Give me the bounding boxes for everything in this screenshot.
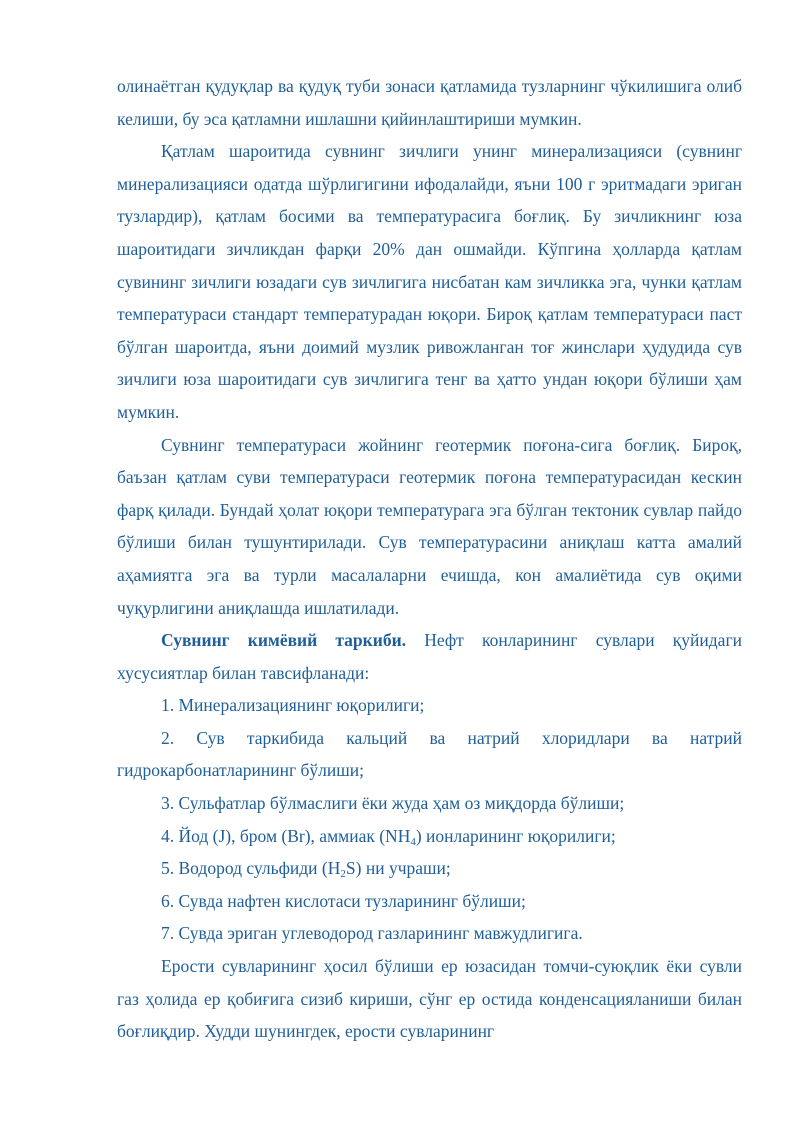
list-item-text: 4. Йод (J), бром (Br), аммиак (NH — [161, 825, 411, 846]
list-item-text: 5. Водород сульфиди (H — [161, 858, 341, 879]
subscript: 2 — [340, 868, 346, 881]
paragraph-water-density: Қатлам шароитида сувнинг зичлиги унинг минерализацияси (сувнинг минерализацияси одатда шўрлигигини ифодалайди, яъни 100 г эритмадаги эриган тузлардир), қатлам босими ва температурасига боғлиқ. Бу зичликнинг юза шароитидаги зичликдан фарқи 20% дан ошмайди. Кўпгина ҳолларда қатлам сувининг зичлиги юзадаги сув зичлигига нисбатан кам зичликка эга, чунки қатлам температураси стандарт температурадан юқори. Бироқ қатлам температураси паст бўлган шароитда, яъни доимий музлик ривожланган тоғ жинслари ҳудудида сув зичлиги юза шароитидаги сув зичлигига тенг ва ҳатто ундан юқори бўлиши ҳам мумкин. — [117, 141, 742, 422]
subscript: 4 — [410, 835, 416, 848]
paragraph-chemical-composition — [117, 624, 742, 689]
list-item — [117, 820, 742, 853]
paragraph-groundwater-origin: Ерости сувларининг ҳосил бўлиши ер юзасидан томчи-суюқлик ёки сувли газ ҳолида ер қобиғига сизиб кириши, сўнг ер остида конденсацияланиши билан боғлиқдир. Худди шунингдек, ерости сувларининг — [117, 956, 742, 1042]
paragraph-continuation: олинаётган қудуқлар ва қудуқ туби зонаси қатламида тузларнинг чўкилишига олиб келиши, бу эса қатламни ишлашни қийинлаштириши мумкин. — [117, 76, 742, 129]
list-item: 3. Сульфатлар бўлмаслиги ёки жуда ҳам оз миқдорда бўлиши; — [161, 793, 625, 814]
list-item: 7. Сувда эриган углеводород газларининг мавжудлигига. — [161, 923, 583, 944]
list-item-text: S) ни учраши; — [345, 858, 451, 879]
section-heading-chemical-composition: Сувнинг кимёвий таркиби. — [161, 630, 407, 651]
paragraph-chemical-composition-text: Нефт конларининг сувлари қуйидаги хусусиятлар билан тавсифланади: — [117, 630, 742, 683]
list-item: 1. Минерализациянинг юқорилиги; — [161, 695, 425, 716]
paragraph-water-temperature: Сувнинг температураси жойнинг геотермик поғона-сига боғлиқ. Бироқ, баъзан қатлам суви температураси геотермик поғона температурасидан кескин фарқ қилади. Бундай ҳолат юқори температурага эга бўлган тектоник сувлар пайдо бўлиши билан тушунтирилади. Сув температурасини аниқлаш катта амалий аҳамиятга эга ва турли масалаларни ечишда, кон амалиётида сув оқими чуқурлигини аниқлашда ишлатилади. — [117, 434, 742, 618]
document-body — [117, 70, 742, 1048]
list-item-text: ) ионларининг юқорилиги; — [415, 825, 616, 846]
list-item: 6. Сувда нафтен кислотаси тузларининг бўлиши; — [161, 890, 526, 911]
list-item — [117, 852, 742, 885]
list-item: 2. Сув таркибида кальций ва натрий хлоридлари ва натрий гидрокарбонатларининг бўлиши; — [117, 727, 742, 781]
